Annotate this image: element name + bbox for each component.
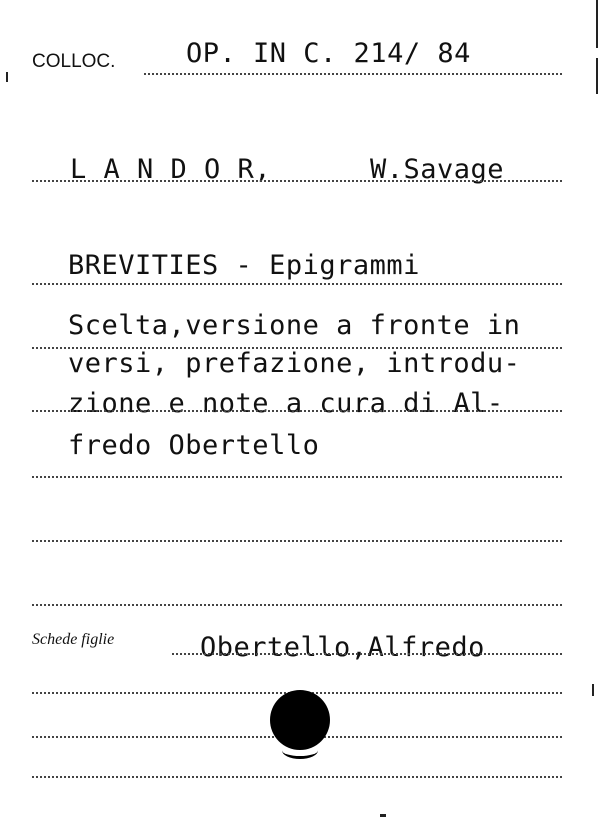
- description-rule: [32, 476, 562, 478]
- blank-rule: [32, 604, 562, 606]
- bottom-mark: [380, 814, 386, 817]
- description-line: fredo Obertello: [68, 430, 320, 461]
- description-line: zione e note a cura di Al-: [68, 388, 504, 419]
- description-line: versi, prefazione, introdu-: [68, 348, 521, 379]
- author-forename: W.Savage: [370, 154, 505, 185]
- punch-hole: [270, 690, 330, 750]
- collocation-rule: [144, 73, 562, 75]
- description-line: Scelta,versione a fronte in: [68, 310, 521, 341]
- edge-mark: [592, 684, 594, 696]
- author-surname: L A N D O R,: [70, 154, 272, 185]
- collocation-value: OP. IN C. 214/ 84: [186, 38, 471, 69]
- subordinate-cards-rule: [172, 653, 562, 655]
- subordinate-cards-label: Schede figlie: [32, 631, 115, 648]
- card-edge-line: [596, 58, 598, 94]
- blank-rule: [32, 776, 562, 778]
- author-rule: [32, 180, 562, 182]
- collocation-label: COLLOC.: [32, 51, 116, 72]
- blank-rule: [32, 540, 562, 542]
- edge-mark: [6, 72, 8, 82]
- description-rule: [32, 410, 562, 412]
- title-text: BREVITIES - Epigrammi: [68, 250, 420, 281]
- subordinate-cards-value: Obertello,Alfredo: [200, 632, 485, 663]
- card-edge-line: [596, 0, 598, 48]
- punch-hole-shadow: [282, 742, 318, 759]
- title-rule: [32, 283, 562, 285]
